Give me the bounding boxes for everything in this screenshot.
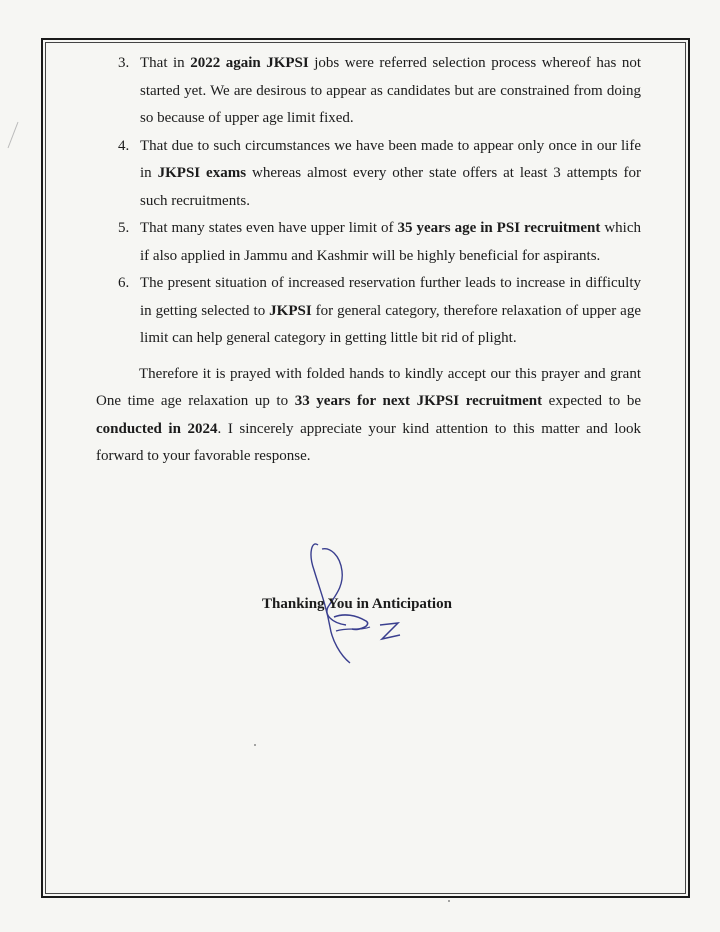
point-item: [96, 50, 641, 133]
speck: [254, 744, 256, 746]
point-item: [96, 215, 641, 270]
bold-text: 35 years age in PSI recruitment: [397, 220, 601, 236]
closing-line: Thanking You in Anticipation: [262, 596, 452, 612]
point-item: [96, 133, 641, 216]
text-run: That in: [140, 55, 191, 71]
text-run: The present situation of increased reservation further leads to increase in difficulty in getting selected to: [140, 275, 641, 319]
text-run: whereas almost every other state offers at least 3 attempts for such recruitments.: [140, 165, 642, 209]
text-run: expected to be: [542, 393, 641, 409]
point-item: [96, 270, 641, 353]
point-number: 6.: [118, 275, 130, 291]
point-number: 4.: [118, 137, 130, 154]
bold-text: JKPSI exams: [157, 165, 247, 181]
point-number: 5.: [118, 220, 130, 236]
bold-text: 2022 again JKPSI: [190, 55, 309, 71]
speck: [448, 900, 450, 902]
text-run: for general category, therefore relaxation of upper age limit can help general category in getting little bit rid of plight.: [140, 302, 641, 346]
text-run: . I sincerely appreciate your kind attention to this matter and look forward to your favorable response.: [96, 420, 641, 464]
margin-mark: [6, 120, 20, 150]
text-run: Therefore it is prayed with folded hands to kindly accept our this prayer and grant One time age relaxation up to: [96, 365, 641, 409]
prayer-paragraph: [96, 361, 641, 471]
letter-body: [96, 50, 641, 486]
point-number: 3.: [118, 55, 130, 71]
text-run: jobs were referred selection process whereof has not started yet. We are desirous to appear as candidates but are constrained from doing so because of upper age limit fixed.: [140, 55, 642, 126]
text-run: That due to such circumstances we have been made to appear only once in our life in: [140, 137, 641, 181]
bold-text: JKPSI: [269, 302, 312, 319]
text-run: That many states even have upper limit of: [140, 220, 398, 236]
bold-text: 33 years for next JKPSI recruitment: [294, 393, 543, 409]
bold-text: conducted in 2024: [96, 420, 218, 437]
text-run: which if also applied in Jammu and Kashmir will be highly beneficial for aspirants.: [140, 220, 641, 264]
numbered-points: [96, 50, 641, 353]
